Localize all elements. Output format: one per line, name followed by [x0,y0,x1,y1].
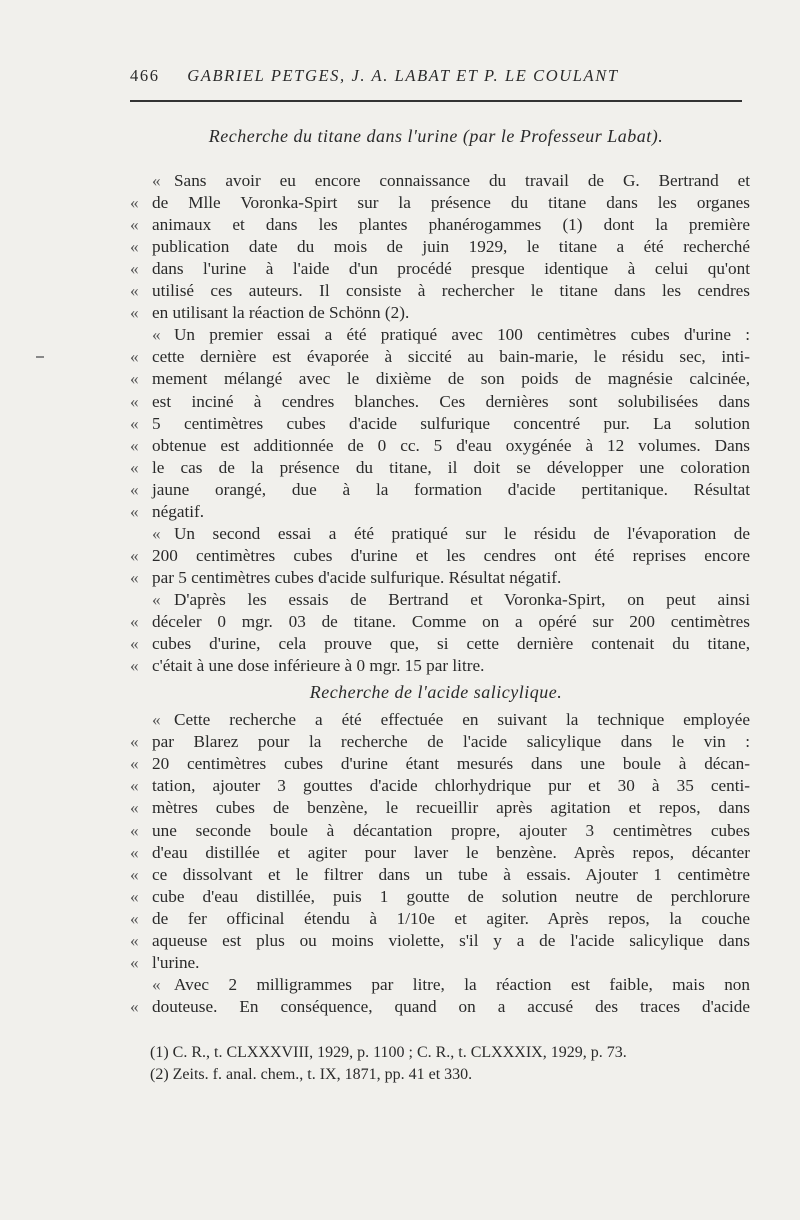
guillemet: « [130,457,139,477]
guillemet: « [130,953,139,973]
line-text: d'eau distillée et agiter pour laver le benzène. Après repos, décanter [152,842,750,862]
line-text: cette dernière est évaporée à siccité au bain-marie, le résidu sec, inti- [152,347,750,367]
text-line [130,753,750,775]
text-line [130,567,750,589]
line-text: cubes d'urine, cela prouve que, si cette dernière contenait du titane, [152,634,750,654]
guillemet: « [130,545,139,565]
guillemet: « [130,413,139,433]
text-line [130,346,750,368]
line-text: D'après les essais de Bertrand et Voronka-Spirt, on peut ainsi [174,589,750,609]
text-line [130,413,750,435]
guillemet: « [130,931,139,950]
line-text: le cas de la présence du titane, il doit se développer une coloration [152,457,750,477]
footnote-2: (2) Zeits. f. anal. chem., t. IX, 1871, pp. 41 et 330. [150,1066,473,1083]
guillemet: « [130,754,139,774]
text-line [130,974,750,996]
text-line [130,391,750,413]
line-text: 200 centimètres cubes d'urine et les cendres ont été reprises encore [152,545,750,565]
guillemet: « [130,634,139,654]
guillemet: « [130,215,139,235]
text-line [130,908,750,930]
guillemet: « [152,710,161,729]
text-line [130,545,750,567]
guillemet: « [130,886,139,906]
line-text: 20 centimètres cubes d'urine étant mesurés dans une boule à décan- [152,754,750,774]
text-line [130,633,750,655]
line-text: Avec 2 milligrammes par litre, la réaction est faible, mais non [174,975,750,995]
text-line [130,930,750,952]
guillemet: « [130,732,139,752]
line-text: 5 centimètres cubes d'acide sulfurique concentré pur. La solution [152,413,750,433]
guillemet: « [130,369,139,389]
text-line [130,435,750,457]
guillemet: « [130,820,139,840]
line-text: jaune orangé, due à la formation d'acide pertitanique. Résultat [152,479,750,499]
guillemet: « [130,567,139,587]
line-text: aqueuse est plus ou moins violette, s'il y a de l'acide salicylique dans [152,931,750,950]
line-text: publication date du mois de juin 1929, le titane a été recherché [152,237,750,257]
text-line [130,589,750,611]
line-text: de fer officinal étendu à 1/10e et agiter. Après repos, la couche [152,908,750,928]
line-text: animaux et dans les plantes phanérogammes (1) dont la première [152,215,750,235]
running-header [130,66,750,86]
text-line [130,324,750,346]
line-text: ce dissolvant et le filtrer dans un tube à essais. Ajouter 1 centimètre [152,864,750,884]
guillemet: « [130,842,139,862]
line-text: mement mélangé avec le dixième de son poids de magnésie calcinée, [152,369,750,389]
text-line [130,479,750,501]
text-line [130,236,750,258]
guillemet: « [152,523,161,543]
line-text: utilisé ces auteurs. Il consiste à rechercher le titane dans les cendres [152,281,750,301]
line-text: tation, ajouter 3 gouttes d'acide chlorhydrique pur et 30 à 35 centi- [152,776,750,796]
guillemet: « [130,479,139,499]
guillemet: « [130,303,139,323]
guillemet: « [130,193,139,213]
line-text: par 5 centimètres cubes d'acide sulfurique. Résultat négatif. [152,567,562,587]
guillemet: « [152,589,161,609]
text-line [130,775,750,797]
line-text: Cette recherche a été effectuée en suivant la technique employée [174,710,750,729]
text-line [130,996,750,1018]
text-line [130,952,750,974]
text-line [130,214,750,236]
text-line [130,192,750,214]
line-text: douteuse. En conséquence, quand on a accusé des traces d'acide [152,997,750,1017]
guillemet: « [152,171,161,190]
footnote-1: (1) C. R., t. CLXXXVIII, 1929, p. 1100 ; C. R., t. CLXXXIX, 1929, p. 73. [150,1044,627,1061]
text-line [130,280,750,302]
guillemet: « [130,281,139,301]
text-line [130,170,750,192]
text-line [130,501,750,523]
text-line [130,368,750,390]
text-line [130,302,750,324]
line-text: une seconde boule à décantation propre, ajouter 3 centimètres cubes [152,820,750,840]
line-text: Un second essai a été pratiqué sur le résidu de l'évaporation de [174,523,750,543]
guillemet: « [130,391,139,411]
text-line [130,864,750,886]
guillemet: « [130,908,139,928]
section-title-titane: Recherche du titane dans l'urine (par le Professeur Labat). [208,126,664,146]
text-line [130,709,750,731]
page-number: 466 [130,66,160,85]
line-text: déceler 0 mgr. 03 de titane. Comme on a opéré sur 200 centimètres [152,612,750,631]
line-text: dans l'urine à l'aide d'un procédé presque identique à celui qu'ont [152,259,750,279]
text-line [130,886,750,908]
guillemet: « [130,259,139,279]
line-text: obtenue est additionnée de 0 cc. 5 d'eau oxygénée à 12 volumes. Dans [152,435,750,455]
text-line [130,258,750,280]
section-title-salicylique: Recherche de l'acide salicylique. [309,682,563,702]
running-title: GABRIEL PETGES, J. A. LABAT ET P. LE COULANT [187,66,619,85]
text-line [130,797,750,819]
text-line [130,842,750,864]
line-text: cube d'eau distillée, puis 1 goutte de solution neutre de perchlorure [152,886,750,906]
guillemet: « [130,435,139,455]
margin-mark [36,356,44,358]
guillemet: « [130,776,139,796]
text-line [130,611,750,633]
guillemet: « [152,325,161,345]
text-line [130,820,750,842]
line-text: l'urine. [152,953,200,973]
text-line [130,731,750,753]
guillemet: « [130,501,139,521]
guillemet: « [130,798,139,818]
line-text: de Mlle Voronka-Spirt sur la présence du titane dans les organes [152,193,750,213]
line-text: Sans avoir eu encore connaissance du travail de G. Bertrand et [174,171,750,190]
guillemet: « [130,237,139,257]
text-line [130,655,750,677]
line-text: négatif. [152,501,205,521]
line-text: Un premier essai a été pratiqué avec 100 centimètres cubes d'urine : [174,325,750,345]
guillemet: « [130,612,139,631]
guillemet: « [152,975,161,995]
line-text: en utilisant la réaction de Schönn (2). [152,303,410,323]
guillemet: « [130,997,139,1017]
line-text: est inciné à cendres blanches. Ces dernières sont solubilisées dans [152,391,750,411]
header-rule [130,100,742,102]
guillemet: « [130,347,139,367]
guillemet: « [130,864,139,884]
line-text: par Blarez pour la recherche de l'acide salicylique dans le vin : [152,732,750,752]
text-line [130,457,750,479]
text-line [130,523,750,545]
guillemet: « [130,656,139,676]
line-text: c'était à une dose inférieure à 0 mgr. 15 par litre. [152,656,485,676]
line-text: mètres cubes de benzène, le recueillir après agitation et repos, dans [152,798,750,818]
